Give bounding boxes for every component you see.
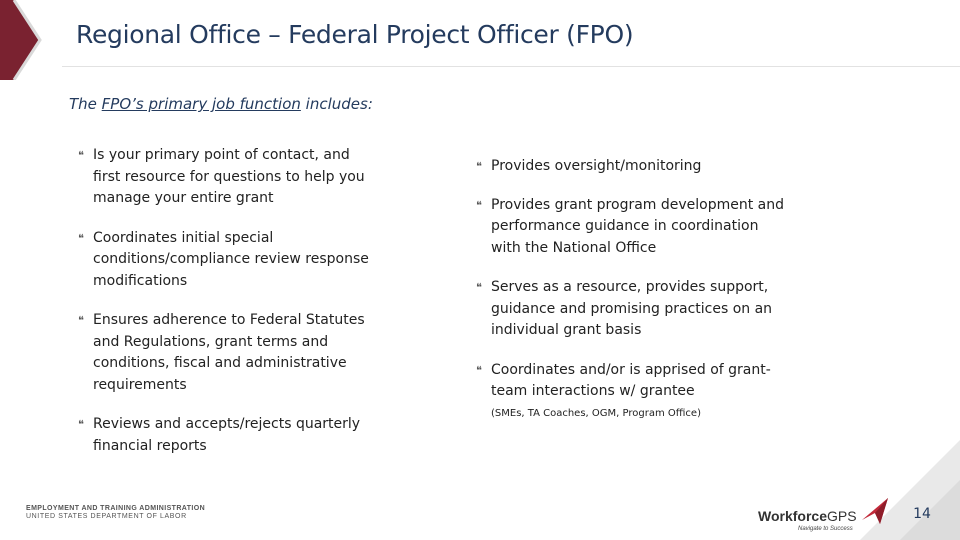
gps-word: GPS bbox=[826, 508, 857, 524]
bullet-marker-icon: ❝ bbox=[476, 363, 482, 377]
bullet-text: Provides grant program development and performance guidance in coordination with the National Office bbox=[491, 196, 785, 256]
intro-line bbox=[69, 95, 373, 113]
list-item bbox=[78, 414, 378, 457]
bullet-text: Reviews and accepts/rejects quarterly financial reports bbox=[93, 416, 361, 454]
list-item bbox=[78, 310, 378, 396]
list-item bbox=[476, 156, 786, 178]
dol-logo-line1: EMPLOYMENT AND TRAINING ADMINISTRATION bbox=[26, 505, 206, 512]
list-item bbox=[78, 145, 378, 210]
list-item bbox=[476, 195, 786, 260]
bullet-marker-icon: ❝ bbox=[476, 281, 482, 294]
intro-suffix: includes: bbox=[300, 95, 373, 113]
bullet-marker-icon: ❝ bbox=[78, 418, 84, 431]
workforcegps-logo bbox=[758, 496, 898, 536]
workforce-word: Workforce bbox=[758, 508, 827, 524]
dol-logo-line2: UNITED STATES DEPARTMENT OF LABOR bbox=[26, 513, 187, 520]
intro-underlined: FPO’s primary job function bbox=[101, 95, 301, 113]
bullet-marker-icon: ❝ bbox=[78, 149, 84, 162]
bullet-marker-icon: ❝ bbox=[78, 231, 84, 245]
left-bullet-list bbox=[78, 145, 378, 475]
dol-eta-logo bbox=[26, 505, 205, 520]
slide-title: Regional Office – Federal Project Officer (FPO) bbox=[76, 20, 634, 49]
right-bullet-list bbox=[476, 156, 786, 439]
workforcegps-wordmark bbox=[758, 508, 857, 524]
intro-prefix: The bbox=[69, 95, 102, 113]
bullet-marker-icon: ❝ bbox=[476, 198, 482, 212]
bullet-text: Is your primary point of contact, and first resource for questions to help you manage your entire grant bbox=[93, 147, 365, 206]
list-item bbox=[476, 360, 786, 421]
bullet-text: Serves as a resource, provides support, guidance and promising practices on an individual grant basis bbox=[491, 279, 773, 338]
bullet-text: Coordinates and/or is apprised of grant-team interactions w/ grantee bbox=[491, 361, 771, 399]
bullet-note: (SMEs, TA Coaches, OGM, Program Office) bbox=[491, 407, 701, 419]
bullet-text: Ensures adherence to Federal Statutes and Regulations, grant terms and conditions, fiscal and administrative requirements bbox=[93, 312, 365, 393]
bullet-text: Provides oversight/monitoring bbox=[491, 158, 702, 174]
title-divider bbox=[62, 66, 960, 67]
corner-accent-shape bbox=[0, 0, 60, 80]
navigation-arrow-icon bbox=[860, 496, 890, 526]
bullet-text: Coordinates initial special conditions/compliance review response modifications bbox=[93, 229, 369, 289]
page-number: 14 bbox=[913, 506, 931, 522]
workforcegps-tagline: Navigate to Success bbox=[798, 526, 853, 532]
bullet-marker-icon: ❝ bbox=[78, 314, 84, 327]
bullet-marker-icon: ❝ bbox=[476, 160, 482, 173]
list-item bbox=[476, 277, 786, 342]
list-item bbox=[78, 228, 378, 293]
